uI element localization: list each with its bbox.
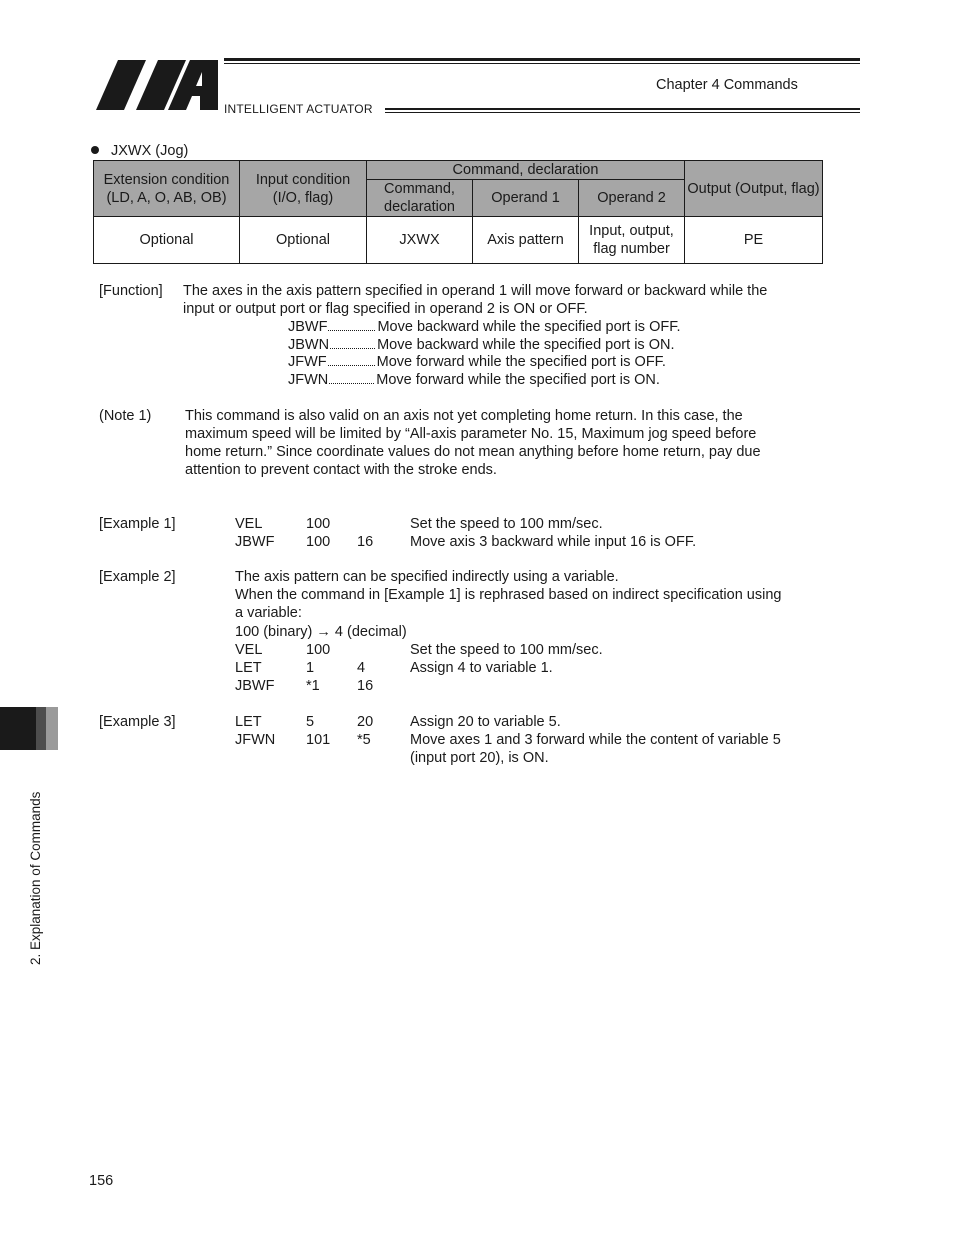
side-tab-marker	[0, 707, 36, 750]
function-item-desc: Move backward while the specified port is ON.	[377, 337, 675, 353]
code-comment: Move axes 1 and 3 forward while the content of variable 5	[410, 732, 781, 748]
code-op1: 100	[306, 516, 331, 532]
header-extension-condition: Extension condition (LD, A, O, AB, OB)	[94, 161, 240, 217]
example3-label: [Example 3]	[99, 714, 176, 730]
example2-line: 100 (binary) → 4 (decimal)	[235, 624, 407, 640]
function-label: [Function]	[99, 283, 163, 299]
code-op1: *1	[306, 678, 320, 694]
header-command-group: Command, declaration	[367, 161, 685, 180]
cell-operand2: Input, output, flag number	[579, 217, 685, 264]
header-rule-top-thin	[224, 63, 860, 64]
note-label: (Note 1)	[99, 408, 152, 424]
code-comment: Assign 4 to variable 1.	[410, 660, 553, 676]
code-op2: 16	[357, 534, 374, 550]
cell-operand1: Axis pattern	[473, 217, 579, 264]
code-op1: 5	[306, 714, 315, 730]
function-item	[288, 336, 674, 354]
code-comment: Set the speed to 100 mm/sec.	[410, 642, 603, 658]
example1-label: [Example 1]	[99, 516, 176, 532]
cell-output: PE	[685, 217, 823, 264]
code-cmd: LET	[235, 660, 262, 676]
function-item	[288, 318, 680, 336]
code-cmd: JBWF	[235, 534, 275, 550]
leader-dots	[328, 318, 375, 331]
code-op1: 100	[306, 534, 331, 550]
function-item-desc: Move forward while the specified port is OFF.	[376, 354, 666, 370]
leader-dots	[328, 353, 375, 366]
note-line: maximum speed will be limited by “All-axis parameter No. 15, Maximum jog speed before	[185, 426, 757, 442]
header-command: Command, declaration	[367, 180, 473, 217]
side-tab-marker-light	[46, 707, 58, 750]
example2-line: When the command in [Example 1] is rephrased based on indirect specification using	[235, 587, 782, 603]
chapter-title: Chapter 4 Commands	[656, 77, 798, 93]
code-op2: *5	[357, 732, 371, 748]
function-item	[288, 371, 660, 389]
function-item-cmd: JBWN	[288, 337, 330, 353]
note-line: attention to prevent contact with the stroke ends.	[185, 462, 497, 478]
note-line: home return.” Since coordinate values do not mean anything before home return, pay due	[185, 444, 761, 460]
example2-line: a variable:	[235, 605, 302, 621]
code-cmd: VEL	[235, 516, 263, 532]
function-item-cmd: JFWF	[288, 354, 327, 370]
side-tab-marker-mid	[36, 707, 46, 750]
leader-dots	[329, 371, 374, 384]
code-op1: 100	[306, 642, 331, 658]
iai-logo	[96, 60, 220, 112]
function-item-cmd: JBWF	[288, 319, 328, 335]
header-output: Output (Output, flag)	[685, 161, 823, 217]
function-item	[288, 353, 666, 371]
header-rule-bottom	[385, 108, 860, 110]
code-op2: 20	[357, 714, 374, 730]
cell-extension: Optional	[94, 217, 240, 264]
code-comment-continued: (input port 20), is ON.	[410, 750, 549, 766]
header-rule-bottom-thin	[385, 112, 860, 113]
example2-label: [Example 2]	[99, 569, 176, 585]
function-item-desc: Move forward while the specified port is ON.	[376, 372, 660, 388]
command-spec-table	[93, 160, 823, 264]
cell-command: JXWX	[367, 217, 473, 264]
bullet-icon	[91, 146, 99, 154]
code-cmd: JFWN	[235, 732, 276, 748]
note-line: This command is also valid on an axis not yet completing home return. In this case, the	[185, 408, 743, 424]
code-cmd: LET	[235, 714, 262, 730]
leader-dots	[330, 336, 375, 349]
example2-line: The axis pattern can be specified indirectly using a variable.	[235, 569, 619, 585]
code-comment: Assign 20 to variable 5.	[410, 714, 561, 730]
code-op2: 16	[357, 678, 374, 694]
header-rule-top	[224, 58, 860, 61]
code-op1: 101	[306, 732, 331, 748]
header-operand2: Operand 2	[579, 180, 685, 217]
side-section-label: 2. Explanation of Commands	[28, 791, 43, 965]
header-operand1: Operand 1	[473, 180, 579, 217]
code-op2: 4	[357, 660, 366, 676]
header-input-condition: Input condition (I/O, flag)	[240, 161, 367, 217]
function-line-2: input or output port or flag specified in operand 2 is ON or OFF.	[183, 301, 588, 317]
function-item-cmd: JFWN	[288, 372, 329, 388]
code-cmd: VEL	[235, 642, 263, 658]
code-cmd: JBWF	[235, 678, 275, 694]
function-line-1: The axes in the axis pattern specified in operand 1 will move forward or backward while the	[183, 283, 768, 299]
code-op1: 1	[306, 660, 315, 676]
brand-name: INTELLIGENT ACTUATOR	[224, 102, 373, 116]
section-title: JXWX (Jog)	[111, 143, 189, 159]
function-item-desc: Move backward while the specified port is OFF.	[377, 319, 681, 335]
page-number: 156	[89, 1173, 114, 1189]
code-comment: Set the speed to 100 mm/sec.	[410, 516, 603, 532]
code-comment: Move axis 3 backward while input 16 is OFF.	[410, 534, 697, 550]
cell-input: Optional	[240, 217, 367, 264]
